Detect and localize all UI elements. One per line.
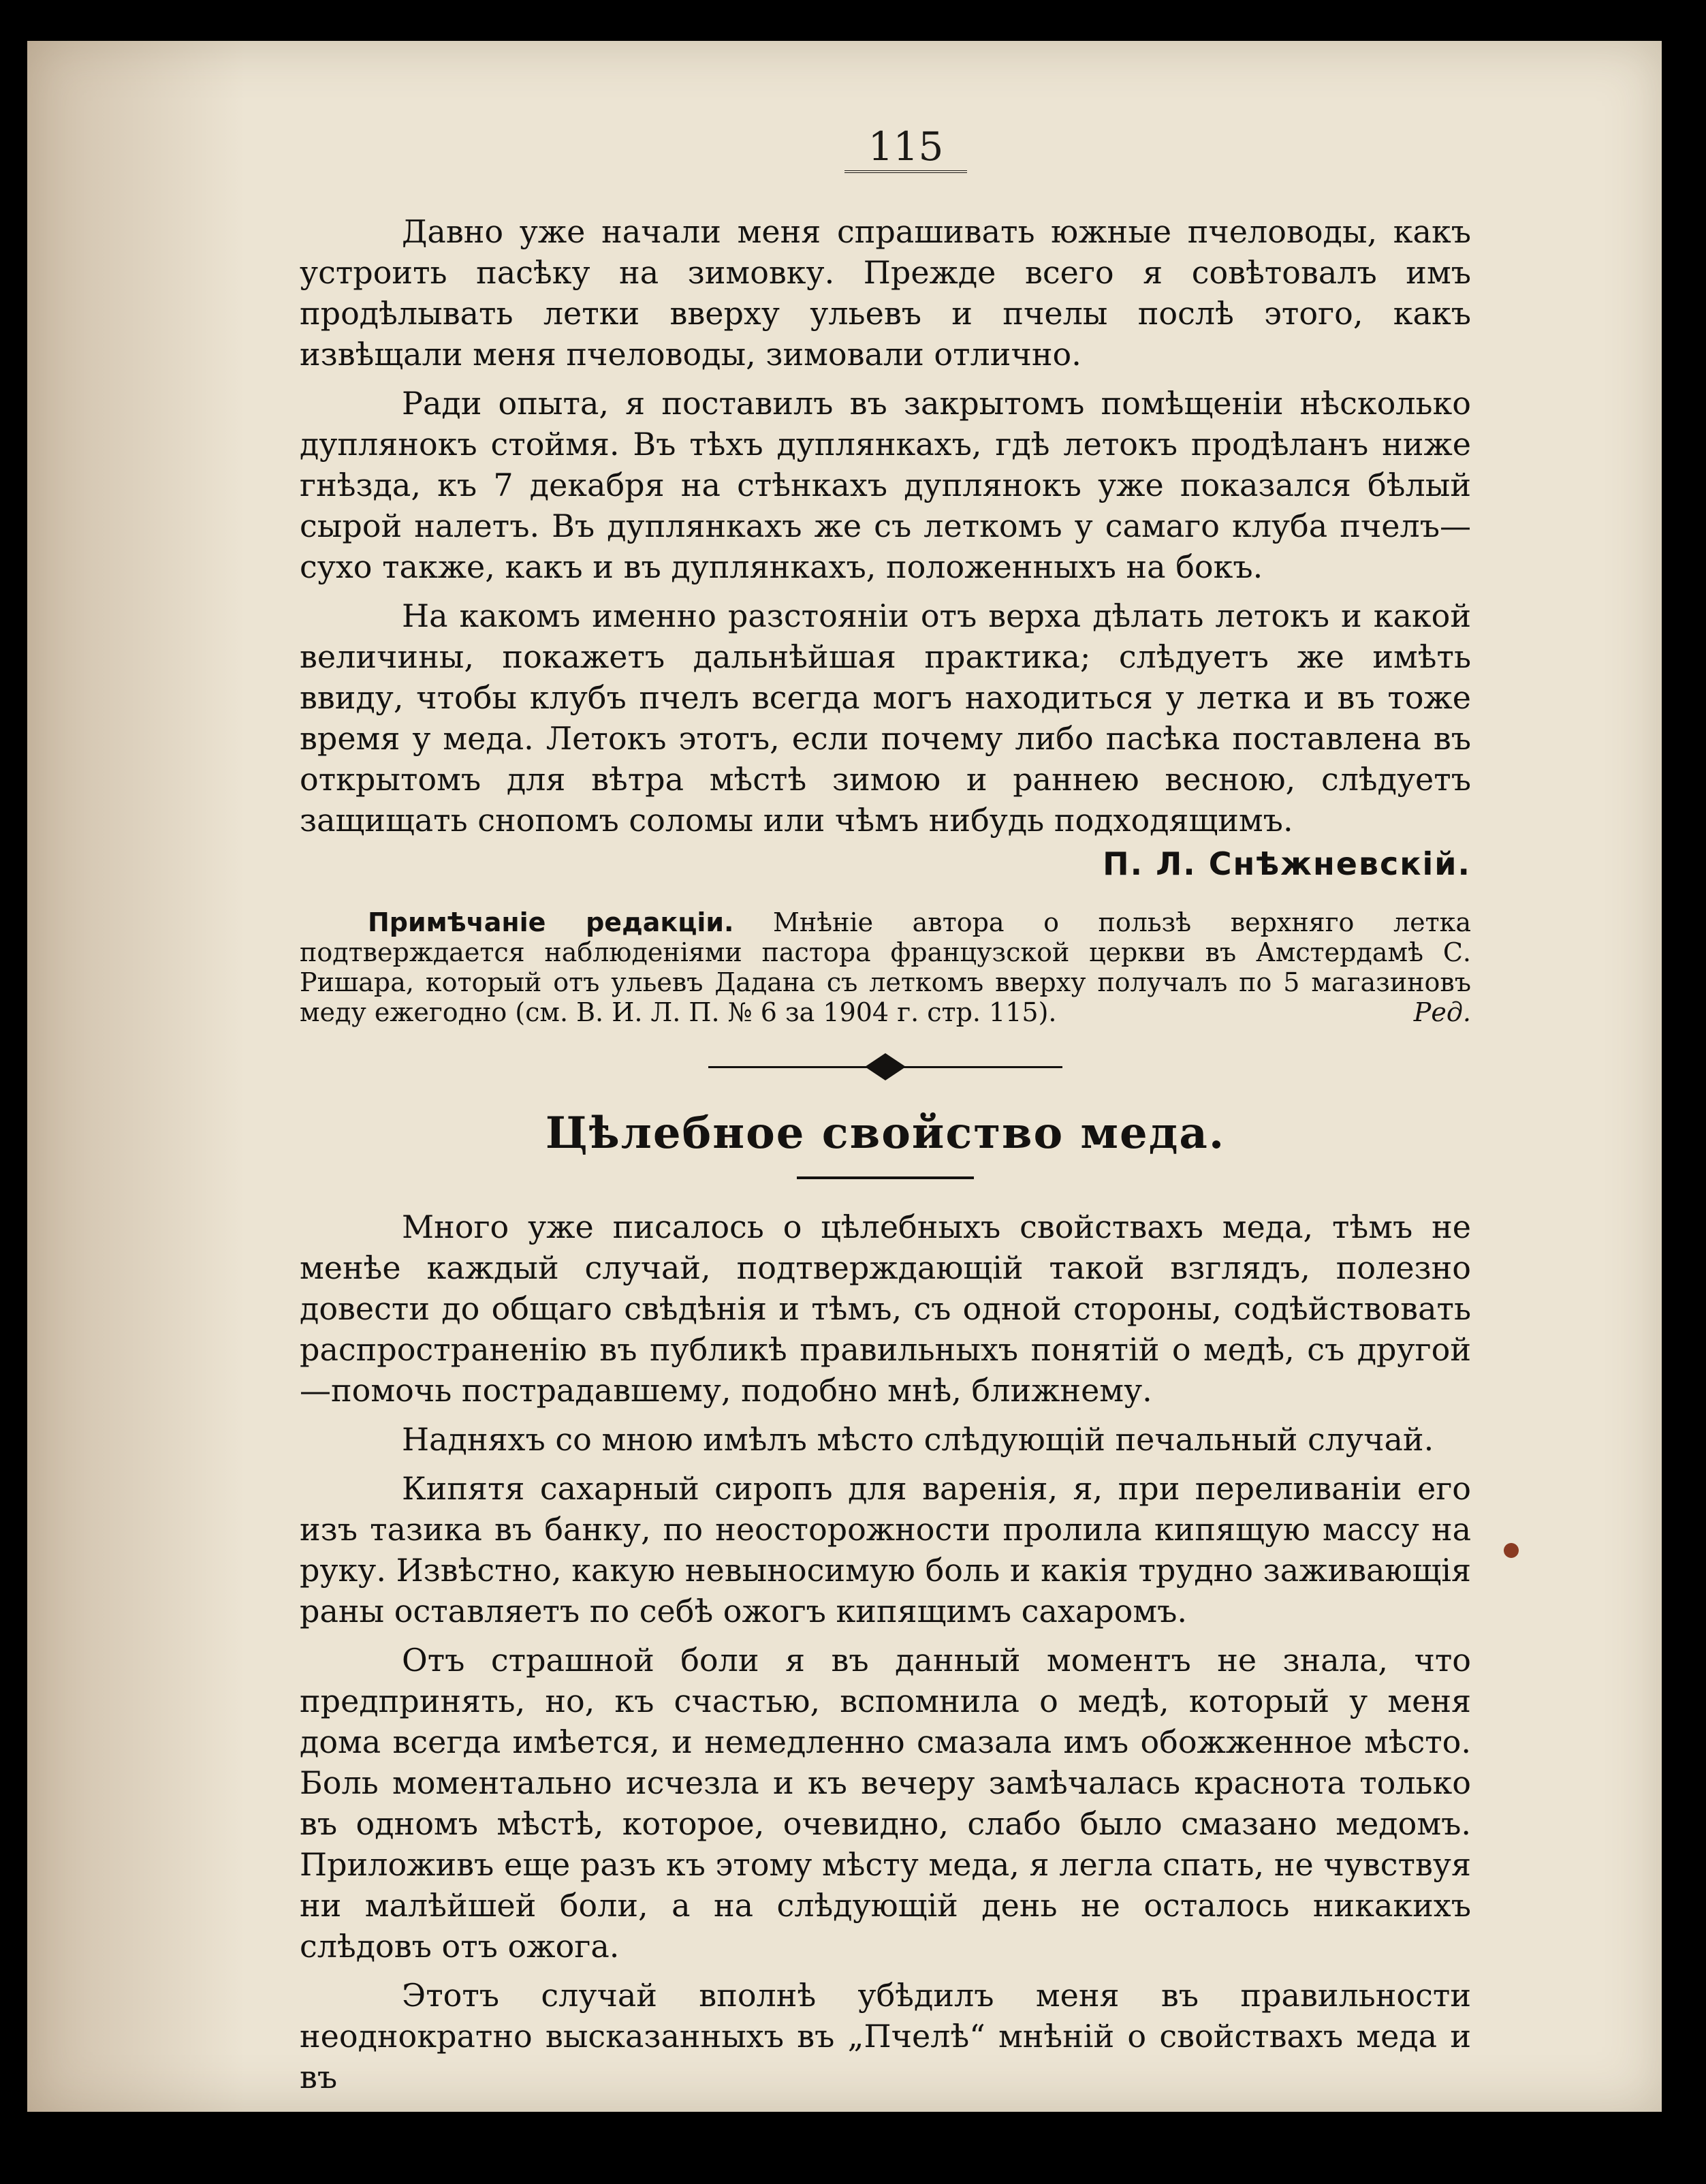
- page-gutter-shadow: [27, 41, 245, 2112]
- page-number: 115: [844, 123, 967, 173]
- article2-paragraph-4: Отъ страшной боли я въ данный моментъ не знала, что предпринять, но, къ счастью, вспомнила о медѣ, который у меня дома всегда имѣется, и немедленно смазала имъ обожженное мѣсто. Боль моментально исчезла и къ вечеру замѣчалась краснота только въ одномъ мѣстѣ, которое, очевидно, слабо было смазано медомъ. Приложивъ еще разъ къ этому мѣсту меда, я легла спать, не чувствуя ни малѣйшей боли, а на слѣдующій день не осталось никакихъ слѣдовъ отъ ожога.: [300, 1642, 1471, 1965]
- page-content: [300, 211, 1471, 2097]
- editorial-note: [300, 907, 1471, 1027]
- article1-paragraph-3: На какомъ именно разстояніи отъ верха дѣлать летокъ и какой величины, покажетъ дальнѣйшая практика; слѣдуетъ же имѣть ввиду, чтобы клубъ пчелъ всегда могъ находиться у летка и въ тоже время у меда. Летокъ этотъ, если почему либо пасѣка поставлена въ открытомъ для вѣтра мѣстѣ зимою и раннею весною, слѣдуетъ защищать снопомъ соломы или чѣмъ нибудь подходящимъ.: [300, 597, 1471, 839]
- book-page: [27, 41, 1662, 2112]
- editorial-note-text: Мнѣніе автора о пользѣ верхняго летка подтверждается наблюденіями пастора французской церкви въ Амстердамѣ С. Ришара, который отъ ульевъ Дадана съ леткомъ вверху получалъ по 5 магазиновъ меду ежегодно (см. В. И. Л. П. № 6 за 1904 г. стр. 115).: [300, 907, 1471, 1027]
- article2-paragraph-5: Этотъ случай вполнѣ убѣдилъ меня въ правильности неоднократно высказанныхъ въ „Пчелѣ“ мнѣній о свойствахъ меда и въ: [300, 1977, 1471, 2095]
- article2-paragraph-2: Надняхъ со мною имѣлъ мѣсто слѣдующій печальный случай.: [402, 1421, 1434, 1458]
- title-underline: [797, 1176, 974, 1179]
- section-divider-ornament: [708, 1053, 1062, 1080]
- article2-paragraph-3: Кипятя сахарный сиропъ для варенія, я, при переливаніи его изъ тазика въ банку, по неосторожности пролила кипящую массу на руку. Извѣстно, какую невыносимую боль и какія трудно заживающія раны оставляетъ по себѣ ожогъ кипящимъ сахаромъ.: [300, 1470, 1472, 1629]
- article1-paragraph-2: Ради опыта, я поставилъ въ закрытомъ помѣщеніи нѣсколько дуплянокъ стоймя. Въ тѣхъ дуплянкахъ, гдѣ летокъ продѣланъ ниже гнѣзда, къ 7 декабря на стѣнкахъ дуплянокъ уже показался бѣлый сырой налетъ. Въ дуплянкахъ же съ леткомъ у самаго клуба пчелъ—сухо также, какъ и въ дуплянкахъ, положенныхъ на бокъ.: [300, 385, 1471, 585]
- article2-title: Цѣлебное свойство меда.: [545, 1108, 1226, 1159]
- editorial-note-sign: Ред.: [1413, 997, 1471, 1027]
- ink-spot: [1504, 1543, 1519, 1558]
- article2-paragraph-1: Много уже писалось о цѣлебныхъ свойствахъ меда, тѣмъ не менѣе каждый случай, подтверждающій такой взглядъ, полезно довести до общаго свѣдѣнія и тѣмъ, съ одной стороны, содѣйствовать распространенію въ публикѣ правильныхъ понятій о медѣ, съ другой—помочь пострадавшему, подобно мнѣ, ближнему.: [300, 1208, 1471, 1409]
- editorial-note-label: Примѣчаніе редакціи.: [368, 907, 734, 937]
- article1-paragraph-1: Давно уже начали меня спрашивать южные пчеловоды, какъ устроить пасѣку на зимовку. Прежде всего я совѣтовалъ имъ продѣлывать летки вверху ульевъ и пчелы послѣ этого, какъ извѣщали меня пчеловоды, зимовали отлично.: [300, 213, 1471, 373]
- divider-diamond-icon: [865, 1053, 906, 1080]
- author-signature: П. Л. Снѣжневскій.: [1103, 845, 1471, 882]
